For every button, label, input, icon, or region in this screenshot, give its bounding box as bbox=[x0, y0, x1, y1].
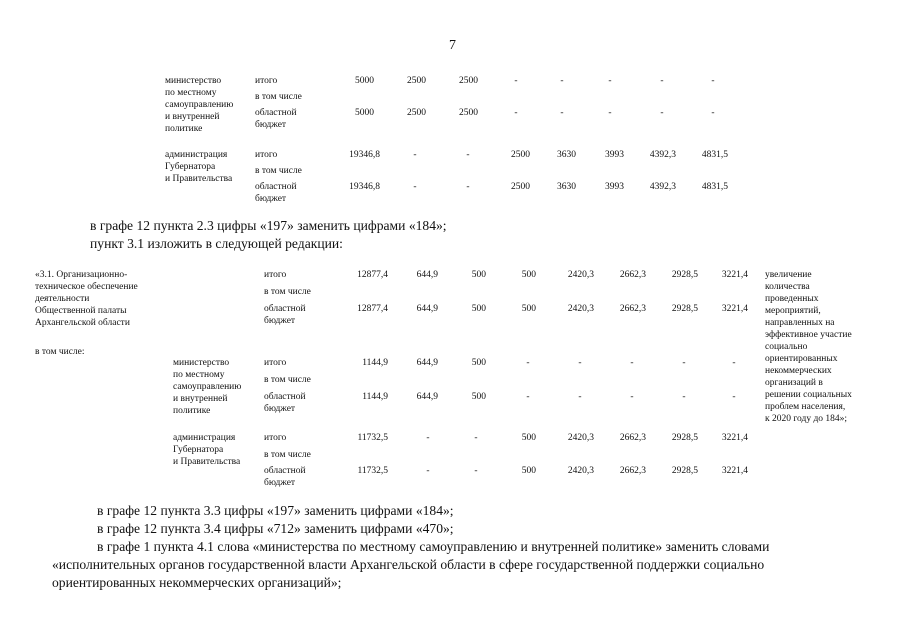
org-cell: администрация Губернатора и Правительства bbox=[165, 150, 233, 184]
amendment-paragraph: пункт 3.1 изложить в следующей редакции: bbox=[90, 236, 343, 251]
value-cell: 3221,4 bbox=[721, 304, 748, 314]
value-cell: 2500 bbox=[511, 182, 530, 192]
value-cell: 2662,3 bbox=[619, 270, 646, 280]
org-cell: министерство по местному самоуправлению и внутренней политике bbox=[165, 76, 234, 134]
value-cell: 644,9 bbox=[416, 358, 438, 368]
value-cell: 2500 bbox=[407, 108, 426, 118]
value-cell: 12877,4 bbox=[357, 270, 388, 280]
total-label: итого bbox=[255, 150, 278, 160]
value-cell: 4831,5 bbox=[701, 150, 728, 160]
value-cell: - bbox=[474, 466, 478, 476]
value-cell: 4831,5 bbox=[701, 182, 728, 192]
value-cell: 500 bbox=[521, 270, 536, 280]
value-cell: - bbox=[526, 358, 530, 368]
value-cell: 1144,9 bbox=[362, 392, 388, 402]
value-cell: 3993 bbox=[605, 150, 624, 160]
value-cell: 4392,3 bbox=[649, 150, 676, 160]
budget-label: областной бюджет bbox=[255, 182, 297, 204]
item-title: «3.1. Организационно- техническое обеспечение деятельности Общественной палаты Архангельской области bbox=[35, 270, 138, 328]
value-cell: 644,9 bbox=[416, 270, 438, 280]
value-cell: 5000 bbox=[355, 76, 374, 86]
value-cell: 500 bbox=[521, 433, 536, 443]
incl-label: в том числе bbox=[264, 375, 311, 385]
value-cell: 2420,3 bbox=[567, 466, 594, 476]
value-cell: 2928,5 bbox=[671, 466, 698, 476]
total-label: итого bbox=[264, 270, 287, 280]
value-cell: - bbox=[608, 108, 612, 118]
page-number: 7 bbox=[449, 38, 456, 53]
value-cell: 2928,5 bbox=[671, 304, 698, 314]
value-cell: - bbox=[514, 76, 518, 86]
value-cell: 500 bbox=[521, 466, 536, 476]
value-cell: 3993 bbox=[605, 182, 624, 192]
value-cell: - bbox=[466, 182, 470, 192]
incl-label: в том числе bbox=[255, 166, 302, 176]
value-cell: 12877,4 bbox=[357, 304, 388, 314]
org-cell: министерство по местному самоуправлению и внутренней политике bbox=[173, 358, 242, 416]
amendment-paragraph: ориентированных некоммерческих организаций»; bbox=[52, 575, 342, 590]
value-cell: 5000 bbox=[355, 108, 374, 118]
total-label: итого bbox=[264, 433, 287, 443]
value-cell: - bbox=[560, 108, 564, 118]
incl-label: в том числе bbox=[255, 92, 302, 102]
value-cell: 11732,5 bbox=[357, 433, 388, 443]
value-cell: - bbox=[526, 392, 530, 402]
value-cell: - bbox=[608, 76, 612, 86]
total-label: итого bbox=[255, 76, 278, 86]
value-cell: - bbox=[426, 466, 430, 476]
value-cell: - bbox=[682, 358, 686, 368]
amendment-paragraph: «исполнительных органов государственной власти Архангельской области в сфере государственной поддержки социально bbox=[52, 557, 765, 572]
value-cell: 644,9 bbox=[416, 392, 438, 402]
incl-label: в том числе bbox=[264, 450, 311, 460]
value-cell: 2420,3 bbox=[567, 433, 594, 443]
value-cell: - bbox=[711, 108, 715, 118]
value-cell: - bbox=[578, 358, 582, 368]
value-cell: 2500 bbox=[459, 76, 478, 86]
value-cell: 1144,9 bbox=[362, 358, 388, 368]
value-cell: 2928,5 bbox=[671, 433, 698, 443]
value-cell: 500 bbox=[471, 392, 486, 402]
value-cell: - bbox=[630, 392, 634, 402]
value-cell: 2420,3 bbox=[567, 304, 594, 314]
value-cell: - bbox=[660, 108, 664, 118]
value-cell: - bbox=[560, 76, 564, 86]
value-cell: - bbox=[474, 433, 478, 443]
value-cell: - bbox=[711, 76, 715, 86]
amendment-paragraph: в графе 12 пункта 2.3 цифры «197» заменить цифрами «184»; bbox=[90, 218, 447, 233]
value-cell: 2928,5 bbox=[671, 270, 698, 280]
value-cell: 3221,4 bbox=[721, 466, 748, 476]
value-cell: 19346,8 bbox=[349, 182, 380, 192]
incl-caption: в том числе: bbox=[35, 347, 85, 357]
value-cell: - bbox=[682, 392, 686, 402]
value-cell: 11732,5 bbox=[357, 466, 388, 476]
org-cell: администрация Губернатора и Правительства bbox=[173, 433, 241, 467]
value-cell: - bbox=[732, 392, 736, 402]
expected-result: увеличение количества проведенных мероприятий, направленных на эффективное участие социально ориентированных некоммерческих организаций в решении социальных проблем населения, к 2020 году до 184»; bbox=[765, 270, 852, 424]
value-cell: 3630 bbox=[557, 150, 576, 160]
value-cell: 3630 bbox=[557, 182, 576, 192]
amendment-paragraph: в графе 12 пункта 3.3 цифры «197» заменить цифрами «184»; bbox=[97, 503, 454, 518]
value-cell: 19346,8 bbox=[349, 150, 380, 160]
value-cell: 500 bbox=[471, 270, 486, 280]
value-cell: - bbox=[466, 150, 470, 160]
value-cell: - bbox=[630, 358, 634, 368]
value-cell: - bbox=[413, 150, 417, 160]
value-cell: 2500 bbox=[407, 76, 426, 86]
budget-label: областной бюджет bbox=[264, 466, 306, 488]
value-cell: 644,9 bbox=[416, 304, 438, 314]
value-cell: 2662,3 bbox=[619, 433, 646, 443]
value-cell: 4392,3 bbox=[649, 182, 676, 192]
value-cell: 500 bbox=[471, 304, 486, 314]
amendment-paragraph: в графе 1 пункта 4.1 слова «министерства по местному самоуправлению и внутренней политике» заменить словами bbox=[97, 539, 770, 554]
value-cell: 2500 bbox=[511, 150, 530, 160]
budget-label: областной бюджет bbox=[255, 108, 297, 130]
value-cell: - bbox=[732, 358, 736, 368]
value-cell: - bbox=[426, 433, 430, 443]
value-cell: - bbox=[514, 108, 518, 118]
incl-label: в том числе bbox=[264, 287, 311, 297]
amendment-paragraph: в графе 12 пункта 3.4 цифры «712» заменить цифрами «470»; bbox=[97, 521, 454, 536]
value-cell: - bbox=[413, 182, 417, 192]
value-cell: 500 bbox=[521, 304, 536, 314]
value-cell: 2662,3 bbox=[619, 304, 646, 314]
value-cell: 2662,3 bbox=[619, 466, 646, 476]
budget-label: областной бюджет bbox=[264, 304, 306, 326]
value-cell: 500 bbox=[471, 358, 486, 368]
budget-label: областной бюджет bbox=[264, 392, 306, 414]
value-cell: 3221,4 bbox=[721, 433, 748, 443]
value-cell: 2420,3 bbox=[567, 270, 594, 280]
value-cell: - bbox=[660, 76, 664, 86]
value-cell: 2500 bbox=[459, 108, 478, 118]
total-label: итого bbox=[264, 358, 287, 368]
value-cell: 3221,4 bbox=[721, 270, 748, 280]
value-cell: - bbox=[578, 392, 582, 402]
